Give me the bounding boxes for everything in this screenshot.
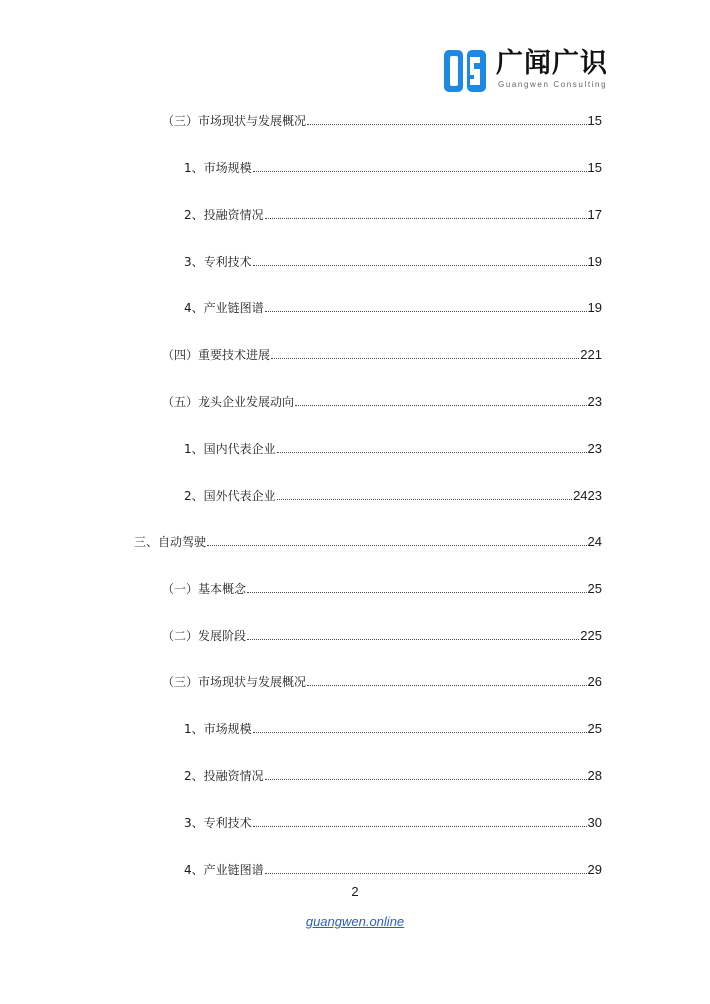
toc-entry[interactable] [184,204,602,222]
toc-entry-label: 2、国外代表企业 [184,489,276,503]
toc-leader [247,592,587,593]
toc-entry-page: 221 [580,347,602,362]
toc-entry[interactable] [162,625,602,643]
toc-entry-label: （一）基本概念 [162,582,247,596]
brand-title: 广闻广识 [496,48,608,79]
toc-leader [253,265,587,266]
toc-entry-page: 30 [587,815,602,830]
toc-entry-page: 2423 [573,488,602,503]
toc-entry-page: 25 [587,721,602,736]
toc-entry-label: 1、市场规模 [184,722,252,736]
toc-entry-label: （四）重要技术进展 [162,348,271,362]
toc-entry-label: 3、专利技术 [184,816,252,830]
toc-entry-page: 17 [587,207,602,222]
toc-entry-page: 28 [587,768,602,783]
toc-entry-label: 1、市场规模 [184,161,252,175]
toc-entry[interactable] [162,391,602,409]
toc-entry[interactable] [184,485,602,503]
toc-leader [277,452,587,453]
toc-leader [295,405,587,406]
toc-entry[interactable] [162,671,602,689]
toc-leader [207,545,587,546]
toc-entry-page: 19 [587,254,602,269]
toc-leader [307,685,587,686]
gs-logo-icon [444,50,486,92]
toc-leader [265,311,587,312]
toc-entry-label: 三、自动驾驶 [134,535,207,549]
toc-entry[interactable] [184,157,602,175]
toc-leader [307,124,587,125]
toc-entry-label: （三）市场现状与发展概况 [162,114,307,128]
toc-leader [265,873,587,874]
toc-entry-page: 25 [587,581,602,596]
toc-entry-page: 26 [587,674,602,689]
toc-entry-page: 29 [587,862,602,877]
toc-entry[interactable] [184,859,602,877]
toc-entry[interactable] [184,718,602,736]
toc-entry-page: 24 [587,534,602,549]
toc-entry[interactable] [162,344,602,362]
website-link[interactable]: guangwen.online [305,914,405,929]
toc-leader [247,639,579,640]
toc-entry[interactable] [184,251,602,269]
toc-entry-label: 3、专利技术 [184,255,252,269]
toc-entry-label: 2、投融资情况 [184,769,264,783]
brand-logo [444,48,608,94]
toc-entry[interactable] [184,765,602,783]
page-number: 2 [351,884,359,899]
toc-entry-page: 23 [587,441,602,456]
toc-leader [265,779,587,780]
toc-entry-page: 15 [587,160,602,175]
toc-entry-page: 19 [587,300,602,315]
toc-entry-label: （三）市场现状与发展概况 [162,675,307,689]
toc-leader [271,358,579,359]
toc-entry[interactable] [184,438,602,456]
toc-entry-page: 23 [587,394,602,409]
toc-entry-label: 4、产业链图谱 [184,863,264,877]
toc-entry-label: 4、产业链图谱 [184,301,264,315]
toc-entry-label: 2、投融资情况 [184,208,264,222]
toc-entry-page: 15 [587,113,602,128]
toc-leader [265,218,587,219]
toc-leader [253,826,587,827]
toc-entry[interactable] [184,297,602,315]
toc-entry[interactable] [134,531,602,549]
toc-leader [253,732,587,733]
toc-entry[interactable] [162,110,602,128]
toc-entry[interactable] [162,578,602,596]
toc-leader [253,171,587,172]
toc-leader [277,499,572,500]
toc-entry-label: （二）发展阶段 [162,629,247,643]
toc-entry-label: 1、国内代表企业 [184,442,276,456]
toc-entry[interactable] [184,812,602,830]
toc-entry-page: 225 [580,628,602,643]
brand-subtitle: Guangwen Consulting [498,80,608,89]
toc-entry-label: （五）龙头企业发展动向 [162,395,295,409]
